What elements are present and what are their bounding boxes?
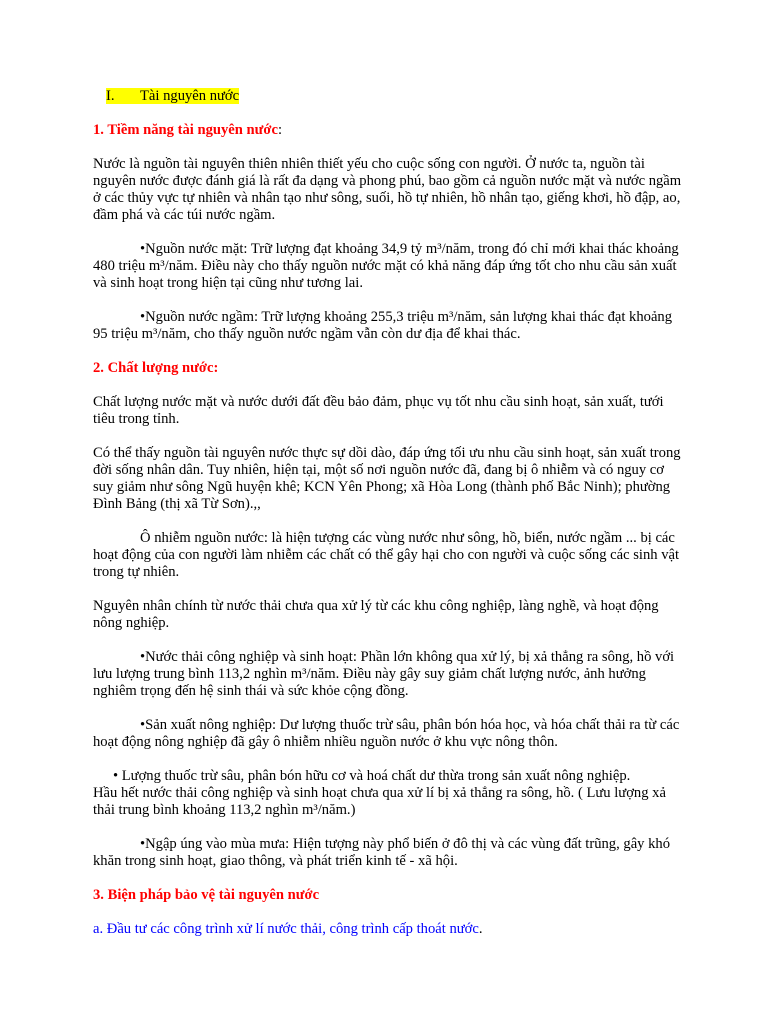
section-2-para-2: Có thể thấy nguồn tài nguyên nước thực sự dồi dào, đáp ứng tối ưu nhu cầu sinh hoạt, sản xuất trong đời sống nhân dân. Tuy nhiên, hiện tại, một số nơi nguồn nước đã, đang bị ô nhiễm và có nguy cơ suy giảm như sông Ngũ huyện khê; KCN Yên Phong; xã Hòa Long (thành phố Bắc Ninh); phường Đình Bảng (thị xã Từ Sơn).,, <box>93 445 681 512</box>
heading-highlight <box>106 88 239 104</box>
bullet-residue-first-line: • Lượng thuốc trừ sâu, phân bón hữu cơ và hoá chất dư thừa trong sản xuất nông nghiệp. <box>113 768 631 784</box>
section-2-title: 2. Chất lượng nước: <box>93 360 219 376</box>
heading-number: I. <box>106 88 115 104</box>
section-3-item-a-text: a. Đầu tư các công trình xử lí nước thải, công trình cấp thoát nước <box>93 921 479 937</box>
section-1-title-colon: : <box>277 122 283 138</box>
bullet-residue <box>93 768 683 819</box>
section-3-title: 3. Biện pháp bảo vệ tài nguyên nước <box>93 887 320 903</box>
bullet-agriculture: •Sản xuất nông nghiệp: Dư lượng thuốc trừ sâu, phân bón hóa học, và hóa chất thải ra từ các hoạt động nông nghiệp đã gây ô nhiễm nhiều nguồn nước ở khu vực nông thôn. <box>93 717 680 750</box>
pollution-causes: Nguyên nhân chính từ nước thải chưa qua xử lý từ các khu công nghiệp, làng nghề, và hoạt động nông nghiệp. <box>93 598 659 631</box>
section-1-intro: Nước là nguồn tài nguyên thiên nhiên thiết yếu cho cuộc sống con người. Ở nước ta, nguồn tài nguyên nước được đánh giá là rất đa dạng và phong phú, bao gồm cả nguồn nước mặt và nước ngầm ở các thủy vực tự nhiên và nhân tạo như sông, suối, hồ tự nhiên, hồ nhân tạo, giếng khơi, hồ đập, ao, đầm phá và các túi nước ngầm. <box>93 156 682 223</box>
section-3-item-a <box>93 921 683 938</box>
document-page <box>93 88 683 955</box>
pollution-definition: Ô nhiễm nguồn nước: là hiện tượng các vùng nước như sông, hồ, biển, nước ngầm ... bị các hoạt động của con người làm nhiễm các chất có thể gây hại cho con người và cuộc sống các sinh vật trong tự nhiên. <box>93 530 680 580</box>
section-2-para-1: Chất lượng nước mặt và nước dưới đất đều bảo đảm, phục vụ tốt nhu cầu sinh hoạt, sản xuất, tưới tiêu trong tỉnh. <box>93 394 664 427</box>
bullet-flooding: •Ngập úng vào mùa mưa: Hiện tượng này phổ biến ở đô thị và các vùng đất trũng, gây khó khăn trong sinh hoạt, giao thông, và phát triển kinh tế - xã hội. <box>93 836 671 869</box>
section-1-title-text: 1. Tiềm năng tài nguyên nước <box>93 122 278 138</box>
bullet-residue-rest: Hầu hết nước thải công nghiệp và sinh hoạt chưa qua xử lí bị xả thẳng ra sông, hồ. ( Lưu lượng xả thải trung bình khoảng 113,2 nghìn m³/năm.) <box>93 785 666 818</box>
bullet-ground-water: •Nguồn nước ngầm: Trữ lượng khoảng 255,3 triệu m³/năm, sản lượng khai thác đạt khoảng 95 triệu m³/năm, cho thấy nguồn nước ngầm vẫn còn dư địa để khai thác. <box>93 309 673 342</box>
bullet-surface-water: •Nguồn nước mặt: Trữ lượng đạt khoảng 34,9 tỷ m³/năm, trong đó chỉ mới khai thác khoảng 480 triệu m³/năm. Điều này cho thấy nguồn nước mặt có khả năng đáp ứng tốt cho nhu cầu sản xuất và sinh hoạt trong hiện tại cũng như tương lai. <box>93 241 679 291</box>
section-1-title <box>93 122 683 139</box>
bullet-wastewater: •Nước thải công nghiệp và sinh hoạt: Phần lớn không qua xử lý, bị xả thẳng ra sông, hồ với lưu lượng trung bình 113,2 nghìn m³/năm. Điều này gây suy giảm chất lượng nước, ảnh hưởng nghiêm trọng đến hệ sinh thái và sức khỏe cộng đồng. <box>93 649 675 699</box>
chapter-heading <box>106 88 683 105</box>
heading-title: Tài nguyên nước <box>140 88 240 104</box>
section-3-item-a-period: . <box>478 921 483 937</box>
